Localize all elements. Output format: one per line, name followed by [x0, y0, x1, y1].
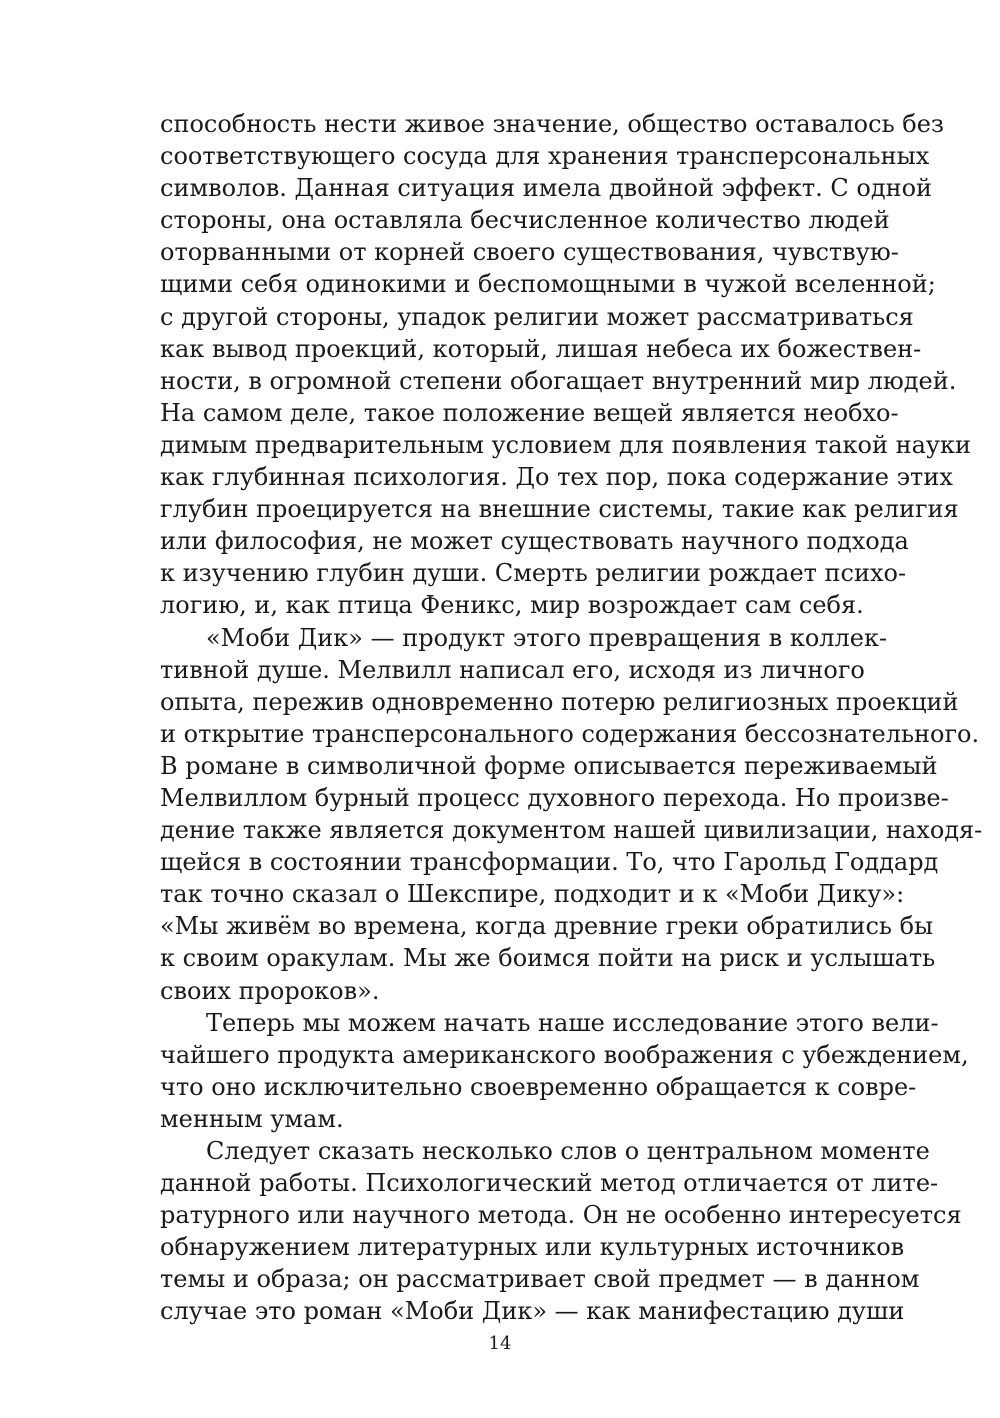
text-line: как глубинная психология. До тех пор, пока содержание этих — [160, 463, 953, 492]
text-line: соответствующего сосуда для хранения трансперсональных — [160, 142, 930, 171]
paragraph — [160, 622, 983, 1007]
text-line: своих пророков». — [160, 976, 380, 1005]
text-line: «Моби Дик» — продукт этого превращения в коллек- — [206, 623, 888, 652]
text-line: с другой стороны, упадок религии может рассматриваться — [160, 302, 914, 331]
text-line: как вывод проекций, который, лишая небеса их божествен- — [160, 334, 922, 363]
text-line: к своим оракулам. Мы же боимся пойти на риск и услышать — [160, 944, 936, 973]
text-line: опыта, пережив одновременно потерю религиозных проекций — [160, 687, 959, 716]
text-line: случае это роман «Моби Дик» — как манифестацию души — [160, 1297, 905, 1326]
text-line: ратурного или научного метода. Он не особенно интересуется — [160, 1201, 962, 1230]
text-line: и открытие трансперсонального содержания бессознательного. — [160, 719, 980, 748]
text-line: ности, в огромной степени обогащает внутренний мир людей. — [160, 366, 957, 395]
text-line: оторванными от корней своего существования, чувствую- — [160, 238, 899, 267]
paragraph — [160, 1007, 969, 1135]
text-line: способность нести живое значение, общество оставалось без — [160, 110, 945, 138]
text-line: дение также является документом нашей цивилизации, находя- — [160, 816, 983, 845]
page-number: 14 — [488, 1333, 512, 1354]
text-line: менным умам. — [160, 1104, 344, 1133]
text-line: глубин проецируется на внешние системы, такие как религия — [160, 495, 959, 524]
text-line: щейся в состоянии трансформации. То, что Гарольд Годдард — [160, 848, 939, 877]
text-line: тивной душе. Мелвилл написал его, исходя из личного — [160, 655, 865, 684]
text-line: логию, и, как птица Феникс, мир возрождает сам себя. — [160, 591, 864, 620]
text-line: обнаружением литературных или культурных источников — [160, 1233, 905, 1262]
text-line: стороны, она оставляла бесчисленное количество людей — [160, 206, 890, 235]
text-line: чайшего продукта американского воображения с убеждением, — [160, 1040, 969, 1069]
text-line: димым предварительным условием для появления такой науки — [160, 430, 971, 459]
text-line: к изучению глубин души. Смерть религии рождает психо- — [160, 559, 907, 588]
text-line: символов. Данная ситуация имела двойной эффект. С одной — [160, 174, 933, 203]
text-line: темы и образа; он рассматривает свой предмет — в данном — [160, 1265, 920, 1294]
paragraph — [160, 108, 971, 622]
text-line: В романе в символичной форме описывается переживаемый — [160, 751, 938, 780]
text-line: так точно сказал о Шекспире, подходит и к «Моби Дику»: — [160, 880, 905, 909]
text-line: Мелвиллом бурный процесс духовного перехода. Но произве- — [160, 783, 949, 812]
text-line: щими себя одинокими и беспомощными в чужой вселенной; — [160, 270, 936, 299]
paragraph — [160, 1135, 962, 1328]
text-line: Теперь мы можем начать наше исследование этого вели- — [206, 1008, 939, 1037]
text-line: данной работы. Психологический метод отличается от лите- — [160, 1169, 939, 1198]
text-line: что оно исключительно своевременно обращается к совре- — [160, 1072, 917, 1101]
page-body — [160, 108, 983, 1328]
text-line: «Мы живём во времена, когда древние греки обратились бы — [160, 912, 934, 941]
text-line: Следует сказать несколько слов о центральном моменте — [206, 1137, 930, 1165]
text-line: или философия, не может существовать научного подхода — [160, 527, 909, 556]
text-line: На самом деле, такое положение вещей является необхо- — [160, 398, 899, 427]
